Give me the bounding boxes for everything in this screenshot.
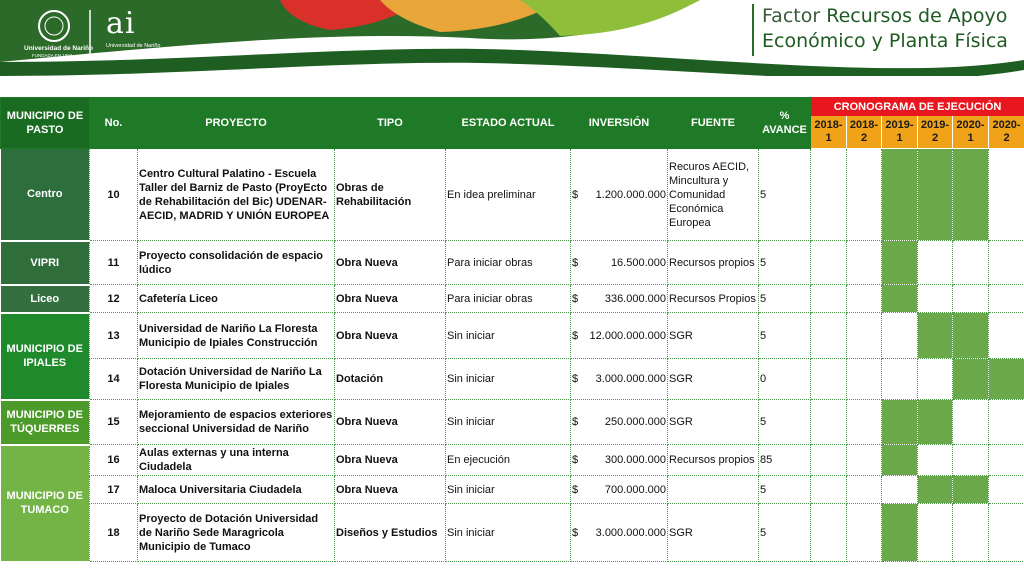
col-header-proyecto: PROYECTO (138, 98, 335, 149)
schedule-cell (811, 476, 847, 504)
currency-symbol: $ (572, 188, 579, 201)
currency-symbol: $ (572, 454, 579, 466)
schedule-cell (989, 476, 1024, 504)
col-header-tipo: TIPO (335, 98, 446, 149)
schedule-cell (847, 359, 882, 400)
row-estado: En idea preliminar (446, 149, 571, 241)
schedule-cell (989, 285, 1024, 313)
header-banner (0, 0, 1024, 96)
schedule-cell-active (953, 359, 989, 400)
row-estado: Sin iniciar (446, 313, 571, 359)
period-header (847, 116, 882, 149)
row-fuente (668, 476, 759, 504)
schedule-cell (882, 476, 918, 504)
col-header-inversion: INVERSIÓN (571, 98, 668, 149)
row-tipo: Obra Nueva (335, 445, 446, 476)
period-header (918, 116, 953, 149)
municipio-tumaco: MUNICIPIO DE TUMACO (1, 445, 90, 562)
row-inversion (571, 241, 668, 285)
row-fuente: SGR (668, 313, 759, 359)
schedule-cell-active (918, 476, 953, 504)
row-avance: 5 (759, 149, 811, 241)
period-year: 2020- (956, 119, 985, 131)
schedule-cell (989, 149, 1024, 241)
row-estado: En ejecución (446, 445, 571, 476)
schedule-cell-active (882, 445, 918, 476)
schedule-cell-active (882, 149, 918, 241)
schedule-cell (989, 504, 1024, 562)
schedule-cell (847, 445, 882, 476)
currency-symbol: $ (572, 292, 579, 305)
schedule-cell (811, 359, 847, 400)
schedule-cell (918, 359, 953, 400)
currency-symbol: $ (572, 256, 579, 269)
schedule-cell-active (918, 400, 953, 445)
row-number: 11 (90, 241, 138, 285)
row-proyecto: Maloca Universitaria Ciudadela (138, 476, 335, 504)
row-proyecto: Proyecto consolidación de espacio lúdico (138, 241, 335, 285)
schedule-cell (811, 241, 847, 285)
schedule-cell (989, 445, 1024, 476)
schedule-cell (989, 313, 1024, 359)
row-inversion (571, 285, 668, 313)
schedule-cell-active (882, 504, 918, 562)
period-year: 2020- (992, 119, 1021, 131)
row-inversion (571, 476, 668, 504)
inversion-amount: 3.000.000.000 (595, 373, 666, 385)
ai-logo: ai (106, 6, 136, 41)
col-header-fuente: FUENTE (668, 98, 759, 149)
period-semester: 2 (1003, 132, 1010, 144)
schedule-cell (847, 400, 882, 445)
municipio-vipri: VIPRI (1, 241, 90, 285)
row-fuente: SGR (668, 400, 759, 445)
schedule-cell-active (882, 400, 918, 445)
row-proyecto: Cafetería Liceo (138, 285, 335, 313)
row-proyecto: Dotación Universidad de Nariño La Floresta Municipio de Ipiales (138, 359, 335, 400)
period-semester: 1 (967, 132, 974, 144)
col-header-municipio: MUNICIPIO DE PASTO (1, 98, 90, 149)
schedule-cell-active (989, 359, 1024, 400)
period-semester: 2 (860, 132, 868, 144)
period-header (953, 116, 989, 149)
period-header (882, 116, 918, 149)
row-fuente: Recursos propios (668, 445, 759, 476)
row-estado: Sin iniciar (446, 359, 571, 400)
row-fuente: Recursos propios (668, 241, 759, 285)
title-line-2: Económico y Planta Física (762, 30, 1008, 52)
row-fuente: SGR (668, 359, 759, 400)
row-tipo: Obra Nueva (335, 476, 446, 504)
inversion-amount: 250.000.000 (604, 416, 666, 428)
row-inversion (571, 445, 668, 476)
university-name: Universidad de Nariño (24, 45, 93, 52)
schedule-cell (918, 285, 953, 313)
row-number: 17 (90, 476, 138, 504)
schedule-cell-active (918, 149, 953, 241)
row-inversion (571, 504, 668, 562)
schedule-cell (847, 476, 882, 504)
period-year: 2019- (885, 119, 914, 131)
row-avance: 5 (759, 476, 811, 504)
schedule-cell (811, 313, 847, 359)
row-avance: 5 (759, 504, 811, 562)
schedule-cell-active (953, 476, 989, 504)
row-avance: 85 (759, 445, 811, 476)
row-tipo: Obra Nueva (335, 241, 446, 285)
period-semester: 2 (931, 132, 939, 144)
schedule-cell (918, 241, 953, 285)
municipio-tuquerres: MUNICIPIO DE TÚQUERRES (1, 400, 90, 445)
row-number: 10 (90, 149, 138, 241)
period-semester: 1 (896, 132, 903, 144)
schedule-cell (953, 504, 989, 562)
inversion-amount: 16.500.000 (610, 256, 666, 269)
schedule-cell (811, 285, 847, 313)
row-number: 16 (90, 445, 138, 476)
row-avance: 5 (759, 285, 811, 313)
title-prefix: Factor (762, 5, 821, 27)
row-inversion (571, 359, 668, 400)
row-number: 18 (90, 504, 138, 562)
page-title (752, 4, 1008, 56)
schedule-cell (989, 241, 1024, 285)
row-estado: Sin iniciar (446, 476, 571, 504)
row-tipo: Obra Nueva (335, 313, 446, 359)
row-tipo: Obra Nueva (335, 400, 446, 445)
row-inversion (571, 313, 668, 359)
row-proyecto: Proyecto de Dotación Universidad de Nariño Sede Maragricola Municipio de Tumaco (138, 504, 335, 562)
currency-symbol: $ (572, 329, 579, 342)
schedule-cell-active (953, 149, 989, 241)
row-tipo: Dotación (335, 359, 446, 400)
row-number: 14 (90, 359, 138, 400)
currency-symbol: $ (572, 416, 579, 428)
row-proyecto: Centro Cultural Palatino - Escuela Taller del Barniz de Pasto (ProyEcto de Rehabilitación del Bic) UDENAR- AECID, MADRID Y UNIÓN EUROPEA (138, 149, 335, 241)
ai-subcaption: ACREDITACIÓN INSTITUCIONAL (98, 51, 160, 56)
row-proyecto: Mejoramiento de espacios exteriores seccional Universidad de Nariño (138, 400, 335, 445)
row-tipo: Diseños y Estudios (335, 504, 446, 562)
schedule-cell (882, 359, 918, 400)
schedule-cell (918, 504, 953, 562)
inversion-amount: 3.000.000.000 (595, 526, 666, 539)
schedule-cell-active (918, 313, 953, 359)
currency-symbol: $ (572, 373, 579, 385)
col-header-avance: % AVANCE (759, 98, 811, 149)
inversion-amount: 12.000.000.000 (589, 329, 666, 342)
period-year: 2018- (814, 119, 843, 131)
row-number: 13 (90, 313, 138, 359)
row-avance: 0 (759, 359, 811, 400)
ai-caption: Universidad de Nariño (106, 43, 161, 49)
row-tipo: Obra Nueva (335, 285, 446, 313)
title-bold: Recursos de Apoyo (826, 5, 1008, 27)
inversion-amount: 700.000.000 (604, 483, 666, 496)
schedule-cell (847, 504, 882, 562)
row-inversion (571, 400, 668, 445)
schedule-cell (918, 445, 953, 476)
row-fuente: Recursos Propios (668, 285, 759, 313)
row-avance: 5 (759, 400, 811, 445)
row-inversion (571, 149, 668, 241)
period-header (989, 116, 1024, 149)
schedule-cell (847, 241, 882, 285)
inversion-amount: 336.000.000 (604, 292, 666, 305)
project-table (0, 97, 1024, 563)
row-estado: Sin iniciar (446, 400, 571, 445)
schedule-cell (847, 149, 882, 241)
municipio-liceo: Liceo (1, 285, 90, 313)
schedule-cell (811, 400, 847, 445)
schedule-cell (847, 313, 882, 359)
schedule-cell (953, 241, 989, 285)
municipio-ipiales: MUNICIPIO DE IPIALES (1, 313, 90, 400)
col-header-estado: ESTADO ACTUAL (446, 98, 571, 149)
university-tagline: FUNDADA EN 1904 (32, 53, 73, 58)
schedule-cell-active (882, 241, 918, 285)
municipio-centro: Centro (1, 149, 90, 241)
schedule-cell (953, 285, 989, 313)
period-semester: 1 (825, 132, 832, 144)
row-estado: Para iniciar obras (446, 241, 571, 285)
row-number: 15 (90, 400, 138, 445)
row-fuente: Recuros AECID, Mincultura y Comunidad Económica Europea (668, 149, 759, 241)
row-fuente: SGR (668, 504, 759, 562)
schedule-cell (882, 313, 918, 359)
inversion-amount: 300.000.000 (604, 454, 666, 466)
row-tipo: Obras de Rehabilitación (335, 149, 446, 241)
schedule-cell (811, 149, 847, 241)
schedule-cell (811, 445, 847, 476)
col-header-no: No. (90, 98, 138, 149)
schedule-cell-active (882, 285, 918, 313)
schedule-cell (953, 400, 989, 445)
schedule-cell (989, 400, 1024, 445)
cronograma-header: CRONOGRAMA DE EJECUCIÓN (811, 98, 1024, 116)
period-year: 2018- (849, 119, 879, 131)
currency-symbol: $ (572, 526, 579, 539)
period-year: 2019- (920, 119, 950, 131)
inversion-amount: 1.200.000.000 (595, 188, 666, 201)
row-number: 12 (90, 285, 138, 313)
schedule-cell (953, 445, 989, 476)
row-proyecto: Universidad de Nariño La Floresta Municipio de Ipiales Construcción (138, 313, 335, 359)
row-avance: 5 (759, 241, 811, 285)
row-estado: Sin iniciar (446, 504, 571, 562)
row-proyecto: Aulas externas y una interna Ciudadela (138, 445, 335, 476)
schedule-cell (847, 285, 882, 313)
row-avance: 5 (759, 313, 811, 359)
schedule-cell (811, 504, 847, 562)
row-estado: Para iniciar obras (446, 285, 571, 313)
schedule-cell-active (953, 313, 989, 359)
period-header (811, 116, 847, 149)
currency-symbol: $ (572, 483, 579, 496)
